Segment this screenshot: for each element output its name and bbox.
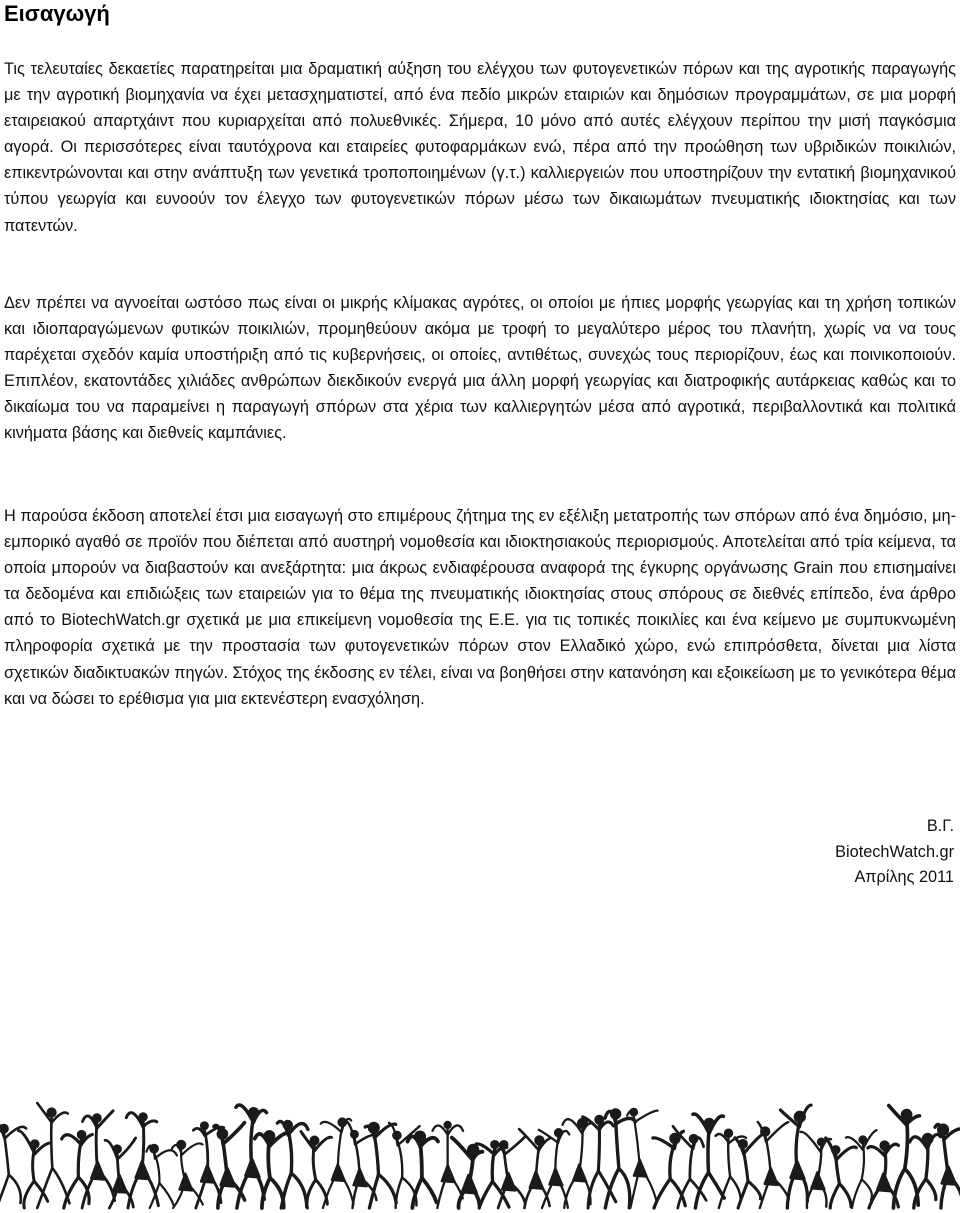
- signature-date: Απρίλης 2011: [854, 868, 954, 886]
- paragraph-3: Η παρούσα έκδοση αποτελεί έτσι μια εισαγωγή στο επιμέρους ζήτημα της εν εξέλιξη μετατροπής των σπόρων από ένα δημόσιο, μη-εμπορικό αγαθό σε προϊόν που διέπεται από αυστηρή νομοθεσία και ιδιοκτησιακούς περιορισμούς. Αποτελείται από τρία κείμενα, τα οποία μπορούν να διαβαστούν και ανεξάρτητα: μια άκρως ενδιαφέρουσα αναφορά της έγκυρης οργάνωσης Grain που επισημαίνει τα δεδομένα και επιδιώξεις των εταιρειών για το θέμα της πνευματικής ιδιοκτησίας στους σπόρους σε διεθνές επίπεδο, ένα άρθρο από το BiotechWatch.gr σχετικά με μια επικείμενη νομοθεσία της Ε.Ε. για τις τοπικές ποικιλίες και ένα κείμενο με συμπυκνωμένη πληροφορία σχετικά με την προστασία των φυτογενετικών πόρων στον Ελλαδικό χώρο, ενώ επιπρόσθετα, δίνεται μια λίστα σχετικών διαδικτυακών πηγών. Στόχος της έκδοσης εν τέλει, είναι να βοηθήσει στην κατανόηση και εξοικείωση με το γενικότερα θέμα και να δώσει το ερέθισμα για μια εκτενέστερη ενασχόληση.: [4, 507, 956, 708]
- signature-initials: Β.Γ.: [926, 817, 954, 835]
- signature-organization: BiotechWatch.gr: [835, 842, 954, 861]
- dancing-figures-frieze: [0, 1100, 960, 1213]
- paragraph-1: Τις τελευταίες δεκαετίες παρατηρείται μια δραματική αύξηση του ελέγχου των φυτογενετικών πόρων και της αγροτικής παραγωγής με την αγροτική βιομηχανία να έχει μετασχηματιστεί, από ένα πεδίο μικρών εταιριών και δημόσιων προγραμμάτων, σε μια μορφή εταιρειακού απαρτχάιντ που κυριαρχείται από πολυεθνικές. Σήμερα, 10 μόνο από αυτές ελέγχουν περίπου την μισή παγκόσμια αγορά. Οι περισσότερες είναι ταυτόχρονα και εταιρείες φυτοφαρμάκων ενώ, πέρα από την προώθηση των υβριδικών ποικιλιών, επικεντρώνονται και στην ανάπτυξη των γενετικά τροποποιημένων (γ.τ.) καλλιεργειών που υποστηρίζουν την εντατική βιομηχανικού τύπου γεωργία και ευνοούν τον έλεγχο των φυτογενετικών πόρων μέσω των δικαιωμάτων πνευματικής ιδιοκτησίας και των πατεντών.: [4, 60, 956, 235]
- signature-block: [835, 814, 954, 891]
- paragraph-2: Δεν πρέπει να αγνοείται ωστόσο πως είναι οι μικρής κλίμακας αγρότες, οι οποίοι με ήπιες μορφής γεωργίας και τη χρήση τοπικών και ιδιοπαραγώμενων φυτικών ποικιλιών, προμηθεύουν ακόμα με τροφή το μεγαλύτερο μέρος του πλανήτη, χωρίς να να τους παρέχεται σχεδόν καμία υποστήριξη από τις κυβερνήσεις, οι οποίες, αντιθέτως, συνεχώς τους περιορίζουν, έως και ποινικοποιούν. Επιπλέον, εκατοντάδες χιλιάδες ανθρώπων διεκδικούν ενεργά μια άλλη μορφή γεωργίας και διατροφικής αυτάρκειας καθώς και το δικαίωμα του να παραμείνει η παραγωγή σπόρων στα χέρια των καλλιεργητών μέσα από αγροτικά, περιβαλλοντικά και πολιτικά κινήματα βάσης και διεθνείς καμπάνιες.: [4, 294, 956, 443]
- page-title: Εισαγωγή: [4, 1, 110, 26]
